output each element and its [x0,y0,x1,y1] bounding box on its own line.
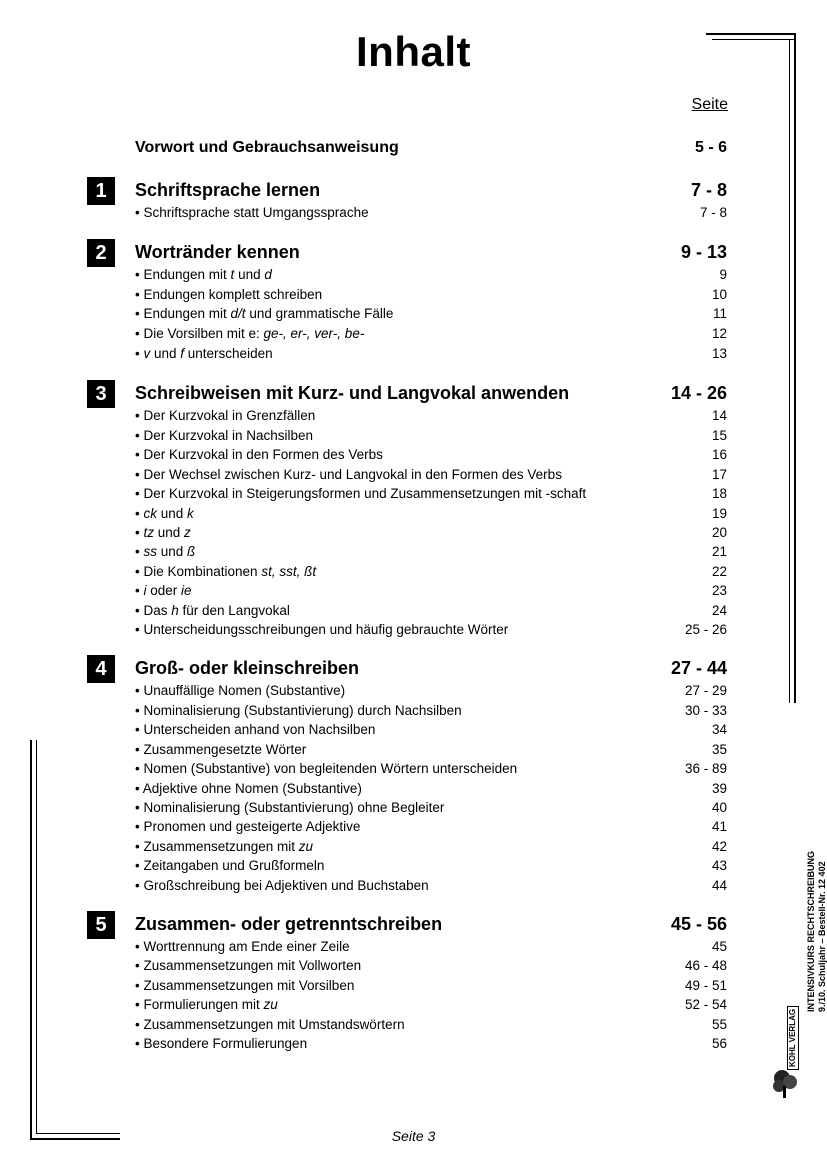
section-title: Schreibweisen mit Kurz- und Langvokal anwenden [135,383,570,403]
toc-entry-label: • Zusammensetzungen mit Vorsilben [135,978,355,993]
toc-vorwort-pages: 5 - 6 [694,139,727,156]
section-pages: 9 - 13 [680,242,727,262]
tree-logo-icon [770,1066,800,1100]
toc-entry-label: • Zusammensetzungen mit Vollworten [135,958,362,973]
toc-entry-pages: 15 [711,428,727,443]
toc-entry[interactable] [135,205,727,220]
toc-entry[interactable] [135,839,727,854]
toc-entry[interactable] [135,408,727,423]
toc-entry[interactable] [135,583,727,598]
toc-entry-label: • Unterscheidungsschreibungen und häufig gebrauchte Wörter [135,622,509,637]
toc-entry-pages: 34 [711,722,727,737]
toc-entry-label: • Worttrennung am Ende einer Zeile [135,939,350,954]
toc-entry-pages: 11 [712,306,727,321]
toc-entry-pages: 18 [711,486,727,501]
toc-entry-label: • Die Kombinationen st, sst, ßt [135,564,317,579]
toc-entry-label: • Endungen komplett schreiben [135,287,323,302]
publisher-logo: KOHL VERLAG [787,1006,799,1070]
toc-entry-label: • Schriftsprache statt Umgangssprache [135,205,369,220]
toc-entry[interactable] [135,267,727,282]
toc-entry[interactable] [135,525,727,540]
toc-entry-label: • i oder ie [135,583,192,598]
toc-entry-label: • Unauffällige Nomen (Substantive) [135,683,346,698]
toc-entry-label: • Formulierungen mit zu [135,997,278,1012]
toc-entry-label: • Nominalisierung (Substantivierung) ohne Begleiter [135,800,445,815]
toc-entry[interactable] [135,703,727,718]
toc-entry-label: • ss und ß [135,544,196,559]
toc-entry-label: • Der Kurzvokal in den Formen des Verbs [135,447,383,462]
toc-entry-pages: 41 [711,819,727,834]
toc-entry-label: • Der Kurzvokal in Grenzfällen [135,408,316,423]
section-pages: 45 - 56 [670,914,727,934]
toc-entry-pages: 42 [711,839,727,854]
toc-entry[interactable] [135,761,727,776]
toc-entry-pages: 39 [711,781,727,796]
toc-entry[interactable] [135,306,727,321]
toc-entry-pages: 25 - 26 [684,622,727,637]
toc-entry-label: • Der Wechsel zwischen Kurz- und Langvokal in den Formen des Verbs [135,467,562,482]
toc-entry[interactable] [135,978,727,993]
toc-entry[interactable] [135,467,727,482]
toc-entry-label: • Zusammensetzungen mit zu [135,839,314,854]
toc-entry-pages: 24 [711,603,727,618]
toc-entry-pages: 45 [711,939,727,954]
section-number-badge: 3 [87,380,115,408]
toc-entry[interactable] [135,722,727,737]
toc-entry-label: • Der Kurzvokal in Steigerungsformen und Zusammensetzungen mit -schaft [135,486,587,501]
toc-entry-label: • Zeitangaben und Grußformeln [135,858,325,873]
section-number-badge: 5 [87,911,115,939]
side-series-title: INTENSIVKURS RECHTSCHREIBUNG [806,850,816,1012]
toc-entry-pages: 9 [719,267,727,282]
toc-entry[interactable] [135,1017,727,1032]
toc-entry[interactable] [135,564,727,579]
section-title: Schriftsprache lernen [135,180,321,200]
toc-section-1[interactable] [135,180,727,201]
toc-entry[interactable] [135,622,727,637]
section-title: Groß- oder kleinschreiben [135,658,360,678]
toc-entry-pages: 21 [711,544,727,559]
side-series-info: 9./10. Schuljahr – Bestell-Nr. 12 402 [817,861,827,1012]
toc-entry[interactable] [135,997,727,1012]
toc-entry-label: • Adjektive ohne Nomen (Substantive) [135,781,362,796]
toc-entry-label: • Endungen mit t und d [135,267,272,282]
toc-entry[interactable] [135,447,727,462]
toc-entry-pages: 22 [711,564,727,579]
toc-entry-label: • Die Vorsilben mit e: ge-, er-, ver-, be- [135,326,365,341]
toc-vorwort-label: Vorwort und Gebrauchsanweisung [135,139,399,156]
section-number-badge: 2 [87,239,115,267]
toc-entry-pages: 13 [711,346,727,361]
toc-entry[interactable] [135,878,727,893]
toc-section-2[interactable] [135,242,727,263]
section-pages: 14 - 26 [670,383,727,403]
toc-entry-label: • Der Kurzvokal in Nachsilben [135,428,314,443]
toc-entry-pages: 40 [711,800,727,815]
toc-entry[interactable] [135,742,727,757]
toc-section-3[interactable] [135,383,727,404]
toc-entry[interactable] [135,287,727,302]
toc-entry-pages: 56 [711,1036,727,1051]
toc-entry-label: • Endungen mit d/t und grammatische Fälle [135,306,394,321]
section-pages: 7 - 8 [690,180,727,200]
toc-entry-pages: 17 [711,467,727,482]
page-column-header: Seite [691,96,728,113]
toc-entry[interactable] [135,544,727,559]
toc-entry-pages: 44 [711,878,727,893]
toc-entry-pages: 7 - 8 [699,205,727,220]
toc-entry-label: • Nominalisierung (Substantivierung) durch Nachsilben [135,703,462,718]
toc-entry[interactable] [135,486,727,501]
toc-entry-pages: 30 - 33 [684,703,727,718]
toc-entry-label: • Zusammengesetzte Wörter [135,742,307,757]
toc-entry[interactable] [135,346,727,361]
toc-section-5[interactable] [135,914,727,935]
toc-entry[interactable] [135,781,727,796]
toc-entry-label: • Zusammensetzungen mit Umstandswörtern [135,1017,405,1032]
toc-entry-pages: 23 [711,583,727,598]
toc-entry-label: • Unterscheiden anhand von Nachsilben [135,722,376,737]
toc-entry-pages: 35 [711,742,727,757]
toc-entry-pages: 16 [711,447,727,462]
toc-entry-label: • Nomen (Substantive) von begleitenden Wörtern unterscheiden [135,761,518,776]
side-series-text [806,851,827,1012]
section-title: Wortränder kennen [135,242,300,262]
toc-entry-pages: 12 [711,326,727,341]
toc-entry[interactable] [135,819,727,834]
section-number-badge: 1 [87,177,115,205]
toc-entry-pages: 20 [711,525,727,540]
toc-entry-pages: 27 - 29 [684,683,727,698]
page-number-footer: Seite 3 [391,1128,436,1144]
toc-entry-label: • Besondere Formulierungen [135,1036,308,1051]
toc-entry-label: • Großschreibung bei Adjektiven und Buchstaben [135,878,429,893]
toc-entry[interactable] [135,939,727,954]
section-title: Zusammen- oder getrenntschreiben [135,914,443,934]
toc-entry-pages: 14 [711,408,727,423]
toc-entry-label: • Pronomen und gesteigerte Adjektive [135,819,361,834]
toc-entry[interactable] [135,683,727,698]
toc-entry-label: • Das h für den Langvokal [135,603,290,618]
toc-entry[interactable] [135,428,727,443]
toc-entry[interactable] [135,1036,727,1051]
toc-entry-pages: 52 - 54 [684,997,727,1012]
section-number-badge: 4 [87,655,115,683]
toc-vorwort[interactable] [135,139,727,157]
toc-section-4[interactable] [135,658,727,679]
toc-entry-pages: 46 - 48 [684,958,727,973]
toc-entry-pages: 36 - 89 [684,761,727,776]
toc-entry-label: • ck und k [135,506,194,521]
toc-entry-pages: 43 [711,858,727,873]
toc-entry[interactable] [135,858,727,873]
toc-entry-label: • tz und z [135,525,191,540]
page-title: Inhalt [356,28,471,75]
toc-entry-pages: 19 [711,506,727,521]
toc-entry[interactable] [135,603,727,618]
toc-entry[interactable] [135,506,727,521]
toc-entry-pages: 55 [711,1017,727,1032]
section-pages: 27 - 44 [670,658,727,678]
toc-entry[interactable] [135,326,727,341]
toc-entry[interactable] [135,958,727,973]
toc-entry-label: • v und f unterscheiden [135,346,273,361]
toc-entry-pages: 49 - 51 [684,978,727,993]
toc-entry[interactable] [135,800,727,815]
toc-entry-pages: 10 [711,287,727,302]
